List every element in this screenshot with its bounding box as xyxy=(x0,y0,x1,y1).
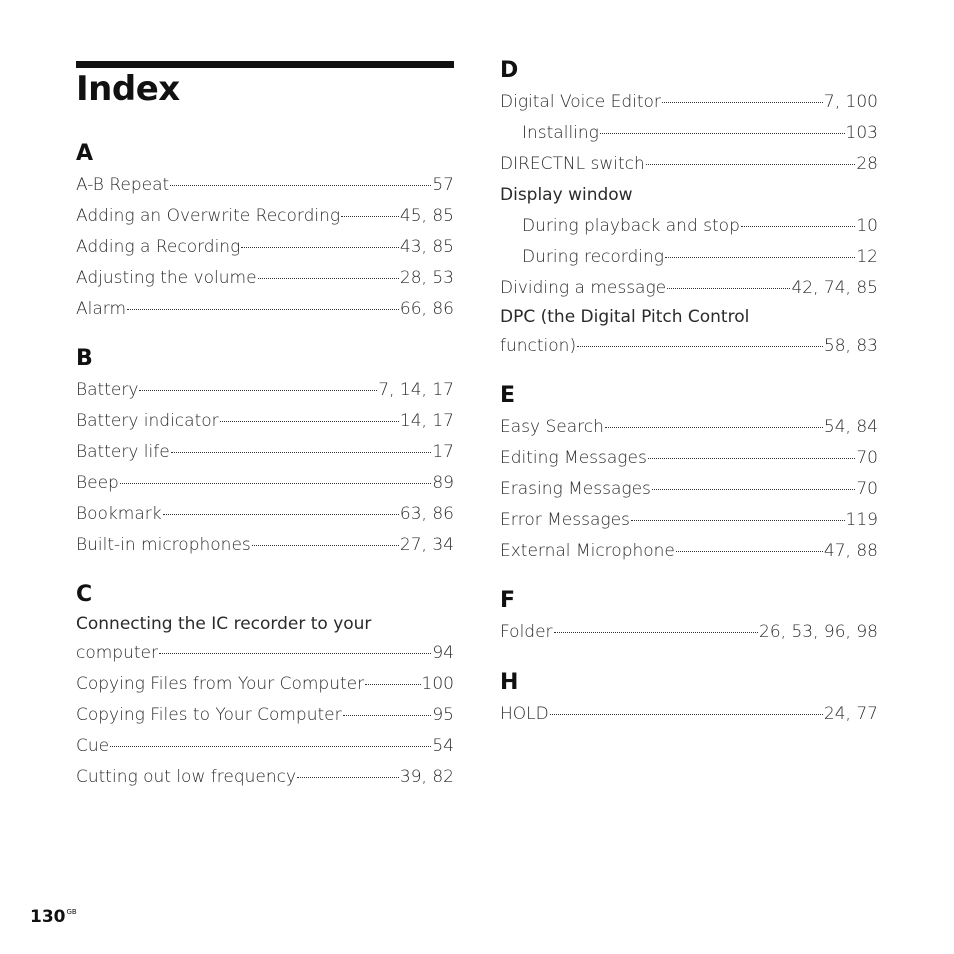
index-entry[interactable] xyxy=(76,530,454,561)
entry-pages[interactable]: 17 xyxy=(432,442,454,462)
index-entry[interactable] xyxy=(76,375,454,406)
index-entry[interactable] xyxy=(76,638,454,669)
index-entry[interactable] xyxy=(500,699,878,730)
dot-leader xyxy=(577,346,823,347)
dot-leader xyxy=(258,278,399,279)
index-entry[interactable] xyxy=(76,700,454,731)
page-number-suffix: GB xyxy=(66,908,77,916)
entry-term: Installing xyxy=(522,123,599,143)
entry-term: Adding a Recording xyxy=(76,237,241,257)
entry-term: Cue xyxy=(76,736,110,756)
section-letter: H xyxy=(500,670,519,695)
dot-leader xyxy=(220,421,399,422)
index-entry[interactable] xyxy=(76,294,454,325)
dot-leader xyxy=(631,520,845,521)
entry-term-line1: Connecting the IC recorder to your xyxy=(76,614,372,634)
entry-term: computer xyxy=(76,643,158,663)
index-entry[interactable] xyxy=(76,437,454,468)
section-letter: C xyxy=(76,582,93,607)
index-entry[interactable] xyxy=(500,87,878,118)
index-subentry[interactable] xyxy=(500,211,878,242)
entry-term: HOLD xyxy=(500,704,549,724)
dot-leader xyxy=(341,216,399,217)
dot-leader xyxy=(554,632,759,633)
entry-pages[interactable]: 57 xyxy=(432,175,454,195)
dot-leader xyxy=(241,247,399,248)
index-subentry[interactable] xyxy=(500,242,878,273)
index-entry[interactable] xyxy=(500,273,878,304)
index-entry[interactable] xyxy=(500,149,878,180)
index-entry[interactable] xyxy=(76,669,454,700)
dot-leader xyxy=(600,133,845,134)
entry-term: function) xyxy=(500,336,577,356)
entry-term: Copying Files to Your Computer xyxy=(76,705,342,725)
entry-pages[interactable]: 119 xyxy=(845,510,878,530)
dot-leader xyxy=(110,746,431,747)
dot-leader xyxy=(365,684,420,685)
entry-term-line1: DPC (the Digital Pitch Control xyxy=(500,307,750,327)
dot-leader xyxy=(252,545,399,546)
section-letter: F xyxy=(500,588,516,613)
section-e xyxy=(500,382,878,567)
index-entry-wrapped[interactable] xyxy=(76,611,454,669)
entry-term: Digital Voice Editor xyxy=(500,92,661,112)
entry-pages[interactable]: 94 xyxy=(432,643,454,663)
index-entry[interactable] xyxy=(76,731,454,762)
entry-term: Battery indicator xyxy=(76,411,219,431)
entry-pages[interactable]: 7, 100 xyxy=(823,92,878,112)
entry-pages[interactable]: 89 xyxy=(432,473,454,493)
entry-pages[interactable]: 27, 34 xyxy=(399,535,454,555)
index-entry[interactable] xyxy=(500,536,878,567)
entry-pages[interactable]: 45, 85 xyxy=(399,206,454,226)
index-entry[interactable] xyxy=(76,499,454,530)
dot-leader xyxy=(171,452,432,453)
entry-term: Cutting out low frequency xyxy=(76,767,297,787)
index-entry[interactable] xyxy=(500,443,878,474)
entry-term: Editing Messages xyxy=(500,448,647,468)
entry-term: Adjusting the volume xyxy=(76,268,257,288)
entry-pages[interactable]: 39, 82 xyxy=(399,767,454,787)
dot-leader xyxy=(550,714,823,715)
entry-pages[interactable]: 95 xyxy=(432,705,454,725)
entry-pages[interactable]: 12 xyxy=(856,247,878,267)
section-a xyxy=(76,140,454,325)
entry-pages[interactable]: 70 xyxy=(856,448,878,468)
dot-leader xyxy=(297,777,399,778)
entry-term: Alarm xyxy=(76,299,127,319)
dot-leader xyxy=(676,551,823,552)
entry-pages[interactable]: 10 xyxy=(856,216,878,236)
entry-pages[interactable]: 28 xyxy=(856,154,878,174)
dot-leader xyxy=(139,390,377,391)
section-letter: A xyxy=(76,141,94,166)
index-entry[interactable] xyxy=(76,468,454,499)
entry-term: Built-in microphones xyxy=(76,535,251,555)
dot-leader xyxy=(662,102,823,103)
entry-term: Erasing Messages xyxy=(500,479,651,499)
index-subentry[interactable] xyxy=(500,118,878,149)
entry-term: Easy Search xyxy=(500,417,604,437)
entry-term: External Microphone xyxy=(500,541,675,561)
dot-leader xyxy=(648,458,856,459)
section-c xyxy=(76,581,454,793)
dot-leader xyxy=(741,226,856,227)
dot-leader xyxy=(159,653,431,654)
section-f xyxy=(500,587,878,648)
index-entry[interactable] xyxy=(76,406,454,437)
index-entry[interactable] xyxy=(500,412,878,443)
entry-term: Beep xyxy=(76,473,119,493)
entry-term: Bookmark xyxy=(76,504,162,524)
entry-pages[interactable]: 43, 85 xyxy=(399,237,454,257)
entry-pages[interactable]: 54 xyxy=(432,736,454,756)
index-entry[interactable] xyxy=(76,232,454,263)
section-d xyxy=(500,57,878,362)
entry-term: DIRECTNL switch xyxy=(500,154,645,174)
dot-leader xyxy=(127,309,399,310)
index-entry-wrapped[interactable] xyxy=(500,304,878,362)
entry-term: Folder xyxy=(500,622,553,642)
dot-leader xyxy=(343,715,432,716)
entry-pages[interactable]: 54, 84 xyxy=(823,417,878,437)
entry-pages[interactable]: 26, 53, 96, 98 xyxy=(759,622,878,642)
section-b xyxy=(76,345,454,561)
entry-pages[interactable]: 24, 77 xyxy=(823,704,878,724)
entry-pages[interactable]: 70 xyxy=(856,479,878,499)
page-number-value: 130 xyxy=(30,907,66,927)
index-entry[interactable] xyxy=(500,474,878,505)
entry-pages[interactable]: 28, 53 xyxy=(399,268,454,288)
dot-leader xyxy=(665,257,855,258)
entry-term: Dividing a message xyxy=(500,278,667,298)
entry-pages[interactable]: 103 xyxy=(845,123,878,143)
index-entry[interactable] xyxy=(500,331,878,362)
section-letter: B xyxy=(76,346,93,371)
dot-leader xyxy=(646,164,856,165)
entry-pages[interactable]: 47, 88 xyxy=(823,541,878,561)
entry-term: Error Messages xyxy=(500,510,630,530)
entry-term: Battery life xyxy=(76,442,170,462)
entry-term: Adding an Overwrite Recording xyxy=(76,206,341,226)
section-h xyxy=(500,669,878,730)
entry-pages[interactable]: 7, 14, 17 xyxy=(378,380,454,400)
entry-pages[interactable]: 42, 74, 85 xyxy=(791,278,878,298)
entry-term: During playback and stop xyxy=(522,216,740,236)
index-entry[interactable] xyxy=(76,263,454,294)
entry-pages[interactable]: 14, 17 xyxy=(399,411,454,431)
entry-term: Battery xyxy=(76,380,139,400)
index-entry[interactable] xyxy=(76,201,454,232)
entry-pages[interactable]: 63, 86 xyxy=(399,504,454,524)
dot-leader xyxy=(120,483,432,484)
index-entry-heading: Display window xyxy=(500,185,633,205)
index-entry[interactable] xyxy=(500,505,878,536)
index-entry[interactable] xyxy=(76,762,454,793)
page-title: Index xyxy=(76,69,180,109)
index-entry[interactable] xyxy=(76,170,454,201)
section-letter: D xyxy=(500,58,519,83)
dot-leader xyxy=(163,514,399,515)
dot-leader xyxy=(667,288,790,289)
dot-leader xyxy=(652,489,855,490)
page-number xyxy=(30,907,77,927)
entry-pages[interactable]: 66, 86 xyxy=(399,299,454,319)
entry-term: Copying Files from Your Computer xyxy=(76,674,365,694)
entry-term: During recording xyxy=(522,247,664,267)
dot-leader xyxy=(170,185,431,186)
entry-pages[interactable]: 100 xyxy=(421,674,454,694)
dot-leader xyxy=(605,427,823,428)
section-letter: E xyxy=(500,383,516,408)
entry-pages[interactable]: 58, 83 xyxy=(823,336,878,356)
index-entry[interactable] xyxy=(500,617,878,648)
entry-term: A-B Repeat xyxy=(76,175,170,195)
